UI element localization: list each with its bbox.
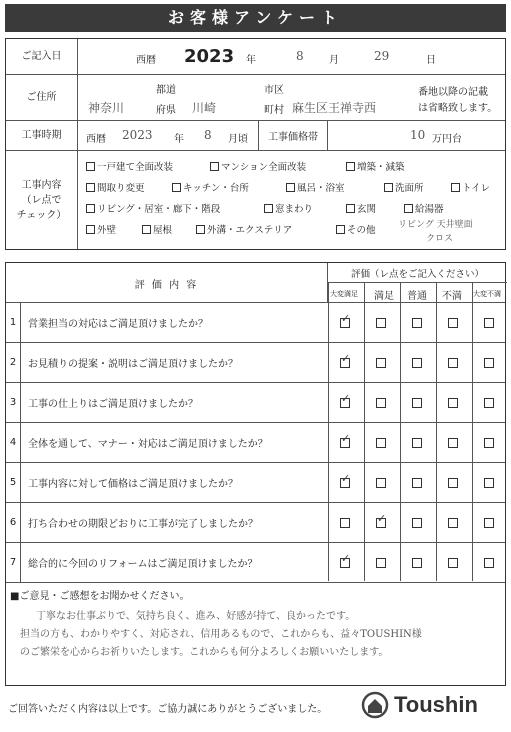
check-mark: ✓ xyxy=(341,552,351,565)
rating-checkbox[interactable] xyxy=(376,358,386,368)
date-year-unit: 年 xyxy=(246,55,256,66)
period-year[interactable]: 2023 xyxy=(122,128,153,142)
house-logo-icon xyxy=(360,690,390,720)
question-number: 6 xyxy=(6,503,21,542)
date-month-unit: 月 xyxy=(329,55,339,66)
scale-very-dissatisfied: 大変不満 xyxy=(473,290,501,298)
rating-checkbox[interactable] xyxy=(376,438,386,448)
question-row xyxy=(6,543,505,583)
work-option-layout[interactable]: 間取り変更 xyxy=(86,180,145,194)
rating-checkbox[interactable] xyxy=(484,518,494,528)
other-handwritten-line1[interactable]: リビング 天井壁面 xyxy=(398,220,473,230)
work-label-line1: 工事内容 xyxy=(21,179,62,191)
evaluation-header xyxy=(6,263,505,303)
comment-line1[interactable]: 丁寧なお仕事ぶりで、気持ち良く、進み、好感が持て、良かったです。 xyxy=(36,611,356,622)
work-type-label xyxy=(6,151,78,249)
period-month-unit: 月頃 xyxy=(228,134,248,145)
work-option-whole-mansion[interactable]: マンション全面改装 xyxy=(210,159,306,173)
comments-area[interactable] xyxy=(6,583,505,687)
rating-checkbox[interactable] xyxy=(412,478,422,488)
question-text: 全体を通して、マナー・対応はご満足頂けましたか？ xyxy=(28,439,268,450)
address-note-line1: 番地以降の記載 xyxy=(418,87,488,98)
question-text: 工事内容に対して価格はご満足頂けましたか？ xyxy=(28,479,238,490)
price-value[interactable]: 10 xyxy=(410,128,426,142)
rating-checkbox[interactable] xyxy=(376,318,386,328)
question-text: 営業担当の対応はご満足頂けましたか？ xyxy=(28,319,208,330)
checkbox[interactable] xyxy=(86,162,95,171)
rating-checkbox[interactable] xyxy=(448,318,458,328)
city-label-bottom: 町村 xyxy=(264,105,284,116)
address-note-line2: は省略致します。 xyxy=(418,103,498,114)
date-year[interactable]: 2023 xyxy=(184,46,235,67)
date-month[interactable]: 8 xyxy=(296,49,304,63)
divider xyxy=(436,283,437,581)
rating-checkbox[interactable] xyxy=(412,398,422,408)
customer-info-section xyxy=(5,38,506,250)
checkbox[interactable] xyxy=(196,225,205,234)
rating-checkbox[interactable] xyxy=(412,358,422,368)
question-text: 工事の仕上りはご満足頂けましたか？ xyxy=(28,399,198,410)
work-type-row xyxy=(6,151,505,249)
question-text: 総合的に今回のリフォームはご満足頂けましたか？ xyxy=(28,559,258,570)
rating-checkbox[interactable] xyxy=(484,318,494,328)
rating-checkbox[interactable] xyxy=(340,518,350,528)
work-option-water-heater[interactable]: 給湯器 xyxy=(404,201,444,215)
question-row xyxy=(6,383,505,423)
work-option-whole-house[interactable]: 一戸建て全面改装 xyxy=(86,159,173,173)
survey-title: お客様アンケート xyxy=(5,4,506,32)
scale-satisfied: 満足 xyxy=(374,291,394,302)
check-mark: ✓ xyxy=(341,352,351,365)
work-option-entrance[interactable]: 玄関 xyxy=(346,201,376,215)
rating-checkbox[interactable] xyxy=(484,478,494,488)
city-label-top: 市区 xyxy=(264,85,284,96)
comment-line3[interactable]: のご繁栄を心からお祈りいたします。これからも何分よろしくお願いいたします。 xyxy=(20,647,389,658)
period-label: 工事時期 xyxy=(6,121,78,150)
checkbox[interactable] xyxy=(404,204,413,213)
check-mark: ✓ xyxy=(341,312,351,325)
checkbox[interactable] xyxy=(451,183,460,192)
check-mark: ✓ xyxy=(341,432,351,445)
work-option-window[interactable]: 窓まわり xyxy=(264,201,313,215)
rating-checkbox[interactable] xyxy=(412,318,422,328)
logo-text: Toushin xyxy=(394,692,478,717)
question-number: 3 xyxy=(6,383,21,422)
rating-checkbox[interactable] xyxy=(448,558,458,568)
work-option-exterior-wall[interactable]: 外壁 xyxy=(86,222,116,236)
comment-line2[interactable]: 担当の方も、わかりやすく、対応され、信用あるもので、これからも、益々TOUSHIN様 xyxy=(20,629,422,640)
rating-checkbox[interactable] xyxy=(484,398,494,408)
rating-checkbox[interactable] xyxy=(376,398,386,408)
question-number: 7 xyxy=(6,543,21,582)
checkbox[interactable] xyxy=(286,183,295,192)
work-label-line3: チェック） xyxy=(16,209,67,221)
rating-checkbox[interactable] xyxy=(484,558,494,568)
comments-label: ■ご意見・ご感想をお聞かせください。 xyxy=(10,591,190,602)
question-number: 1 xyxy=(6,303,21,342)
rating-checkbox[interactable] xyxy=(484,438,494,448)
rating-checkbox[interactable] xyxy=(448,358,458,368)
city-handwritten[interactable]: 川崎 xyxy=(192,101,217,115)
question-number: 2 xyxy=(6,343,21,382)
header-rating: 評価（レ点をご記入ください） xyxy=(328,263,507,283)
rating-checkbox[interactable] xyxy=(448,398,458,408)
checkbox[interactable] xyxy=(346,204,355,213)
rating-checkbox[interactable] xyxy=(412,558,422,568)
check-mark: ✓ xyxy=(341,472,351,485)
checkbox[interactable] xyxy=(172,183,181,192)
address-label: ご住所 xyxy=(6,75,78,120)
check-mark: ✓ xyxy=(377,512,387,525)
pref-label-top: 都道 xyxy=(156,85,176,96)
divider xyxy=(472,283,473,581)
scale-dissatisfied: 不満 xyxy=(442,291,462,302)
divider xyxy=(328,283,329,581)
question-row xyxy=(6,343,505,383)
work-option-kitchen[interactable]: キッチン・台所 xyxy=(172,180,249,194)
rating-checkbox[interactable] xyxy=(448,438,458,448)
period-month[interactable]: 8 xyxy=(204,128,212,142)
rating-checkbox[interactable] xyxy=(484,358,494,368)
other-handwritten-line2[interactable]: クロス xyxy=(426,234,454,244)
rating-checkbox[interactable] xyxy=(376,478,386,488)
divider xyxy=(364,283,365,581)
question-row xyxy=(6,303,505,343)
date-day[interactable]: 29 xyxy=(374,49,390,63)
rating-checkbox[interactable] xyxy=(376,558,386,568)
question-row xyxy=(6,463,505,503)
work-option-bath[interactable]: 風呂・浴室 xyxy=(286,180,345,194)
date-era: 西暦 xyxy=(136,55,156,66)
evaluation-section xyxy=(5,262,506,686)
work-option-extension[interactable]: 増築・減築 xyxy=(346,159,405,173)
checkbox[interactable] xyxy=(86,204,95,213)
work-option-roof[interactable]: 屋根 xyxy=(142,222,172,236)
price-unit: 万円台 xyxy=(432,134,462,145)
period-year-unit: 年 xyxy=(174,134,184,145)
rating-checkbox[interactable] xyxy=(412,518,422,528)
check-mark: ✓ xyxy=(341,392,351,405)
pref-label-bottom: 府県 xyxy=(156,105,176,116)
checkbox[interactable] xyxy=(336,225,345,234)
checkbox[interactable] xyxy=(86,183,95,192)
header-item: 評 価 内 容 xyxy=(6,263,328,303)
work-option-exterior[interactable]: 外溝・エクステリア xyxy=(196,222,292,236)
checkbox[interactable] xyxy=(142,225,151,234)
work-option-living[interactable]: リビング・居室・廊下・階段 xyxy=(86,201,220,215)
period-era: 西暦 xyxy=(86,134,106,145)
question-number: 4 xyxy=(6,423,21,462)
scale-neutral: 普通 xyxy=(407,291,427,302)
question-number: 5 xyxy=(6,463,21,502)
question-text: 打ち合わせの期限どおりに工事が完了しましたか？ xyxy=(28,519,258,530)
work-option-toilet[interactable]: トイレ xyxy=(451,180,490,194)
scale-very-satisfied: 大変満足 xyxy=(330,290,358,298)
question-row xyxy=(6,503,505,543)
date-label: ご記入日 xyxy=(6,39,78,74)
divider xyxy=(400,283,401,581)
checkbox[interactable] xyxy=(264,204,273,213)
question-text: お見積りの提案・説明はご満足頂けましたか？ xyxy=(28,359,238,370)
checkbox[interactable] xyxy=(346,162,355,171)
address-row xyxy=(6,75,505,121)
date-row xyxy=(6,39,505,75)
checkbox[interactable] xyxy=(210,162,219,171)
work-option-other[interactable]: その他 xyxy=(336,222,376,236)
pref-handwritten[interactable]: 神奈川 xyxy=(88,101,125,115)
rating-checkbox[interactable] xyxy=(448,518,458,528)
rating-checkbox[interactable] xyxy=(412,438,422,448)
company-logo xyxy=(360,690,478,720)
work-label-line2: （レ点で xyxy=(21,194,62,206)
checkbox[interactable] xyxy=(384,183,393,192)
period-row xyxy=(6,121,505,151)
question-row xyxy=(6,423,505,463)
footer-text: ご回答いただく内容は以上です。ご協力誠にありがとうございました。 xyxy=(8,704,328,715)
price-label: 工事価格帯 xyxy=(258,121,328,150)
date-day-unit: 日 xyxy=(426,55,436,66)
work-option-washroom[interactable]: 洗面所 xyxy=(384,180,424,194)
town-handwritten[interactable]: 麻生区王禅寺西 xyxy=(292,101,377,115)
rating-checkbox[interactable] xyxy=(448,478,458,488)
checkbox[interactable] xyxy=(86,225,95,234)
